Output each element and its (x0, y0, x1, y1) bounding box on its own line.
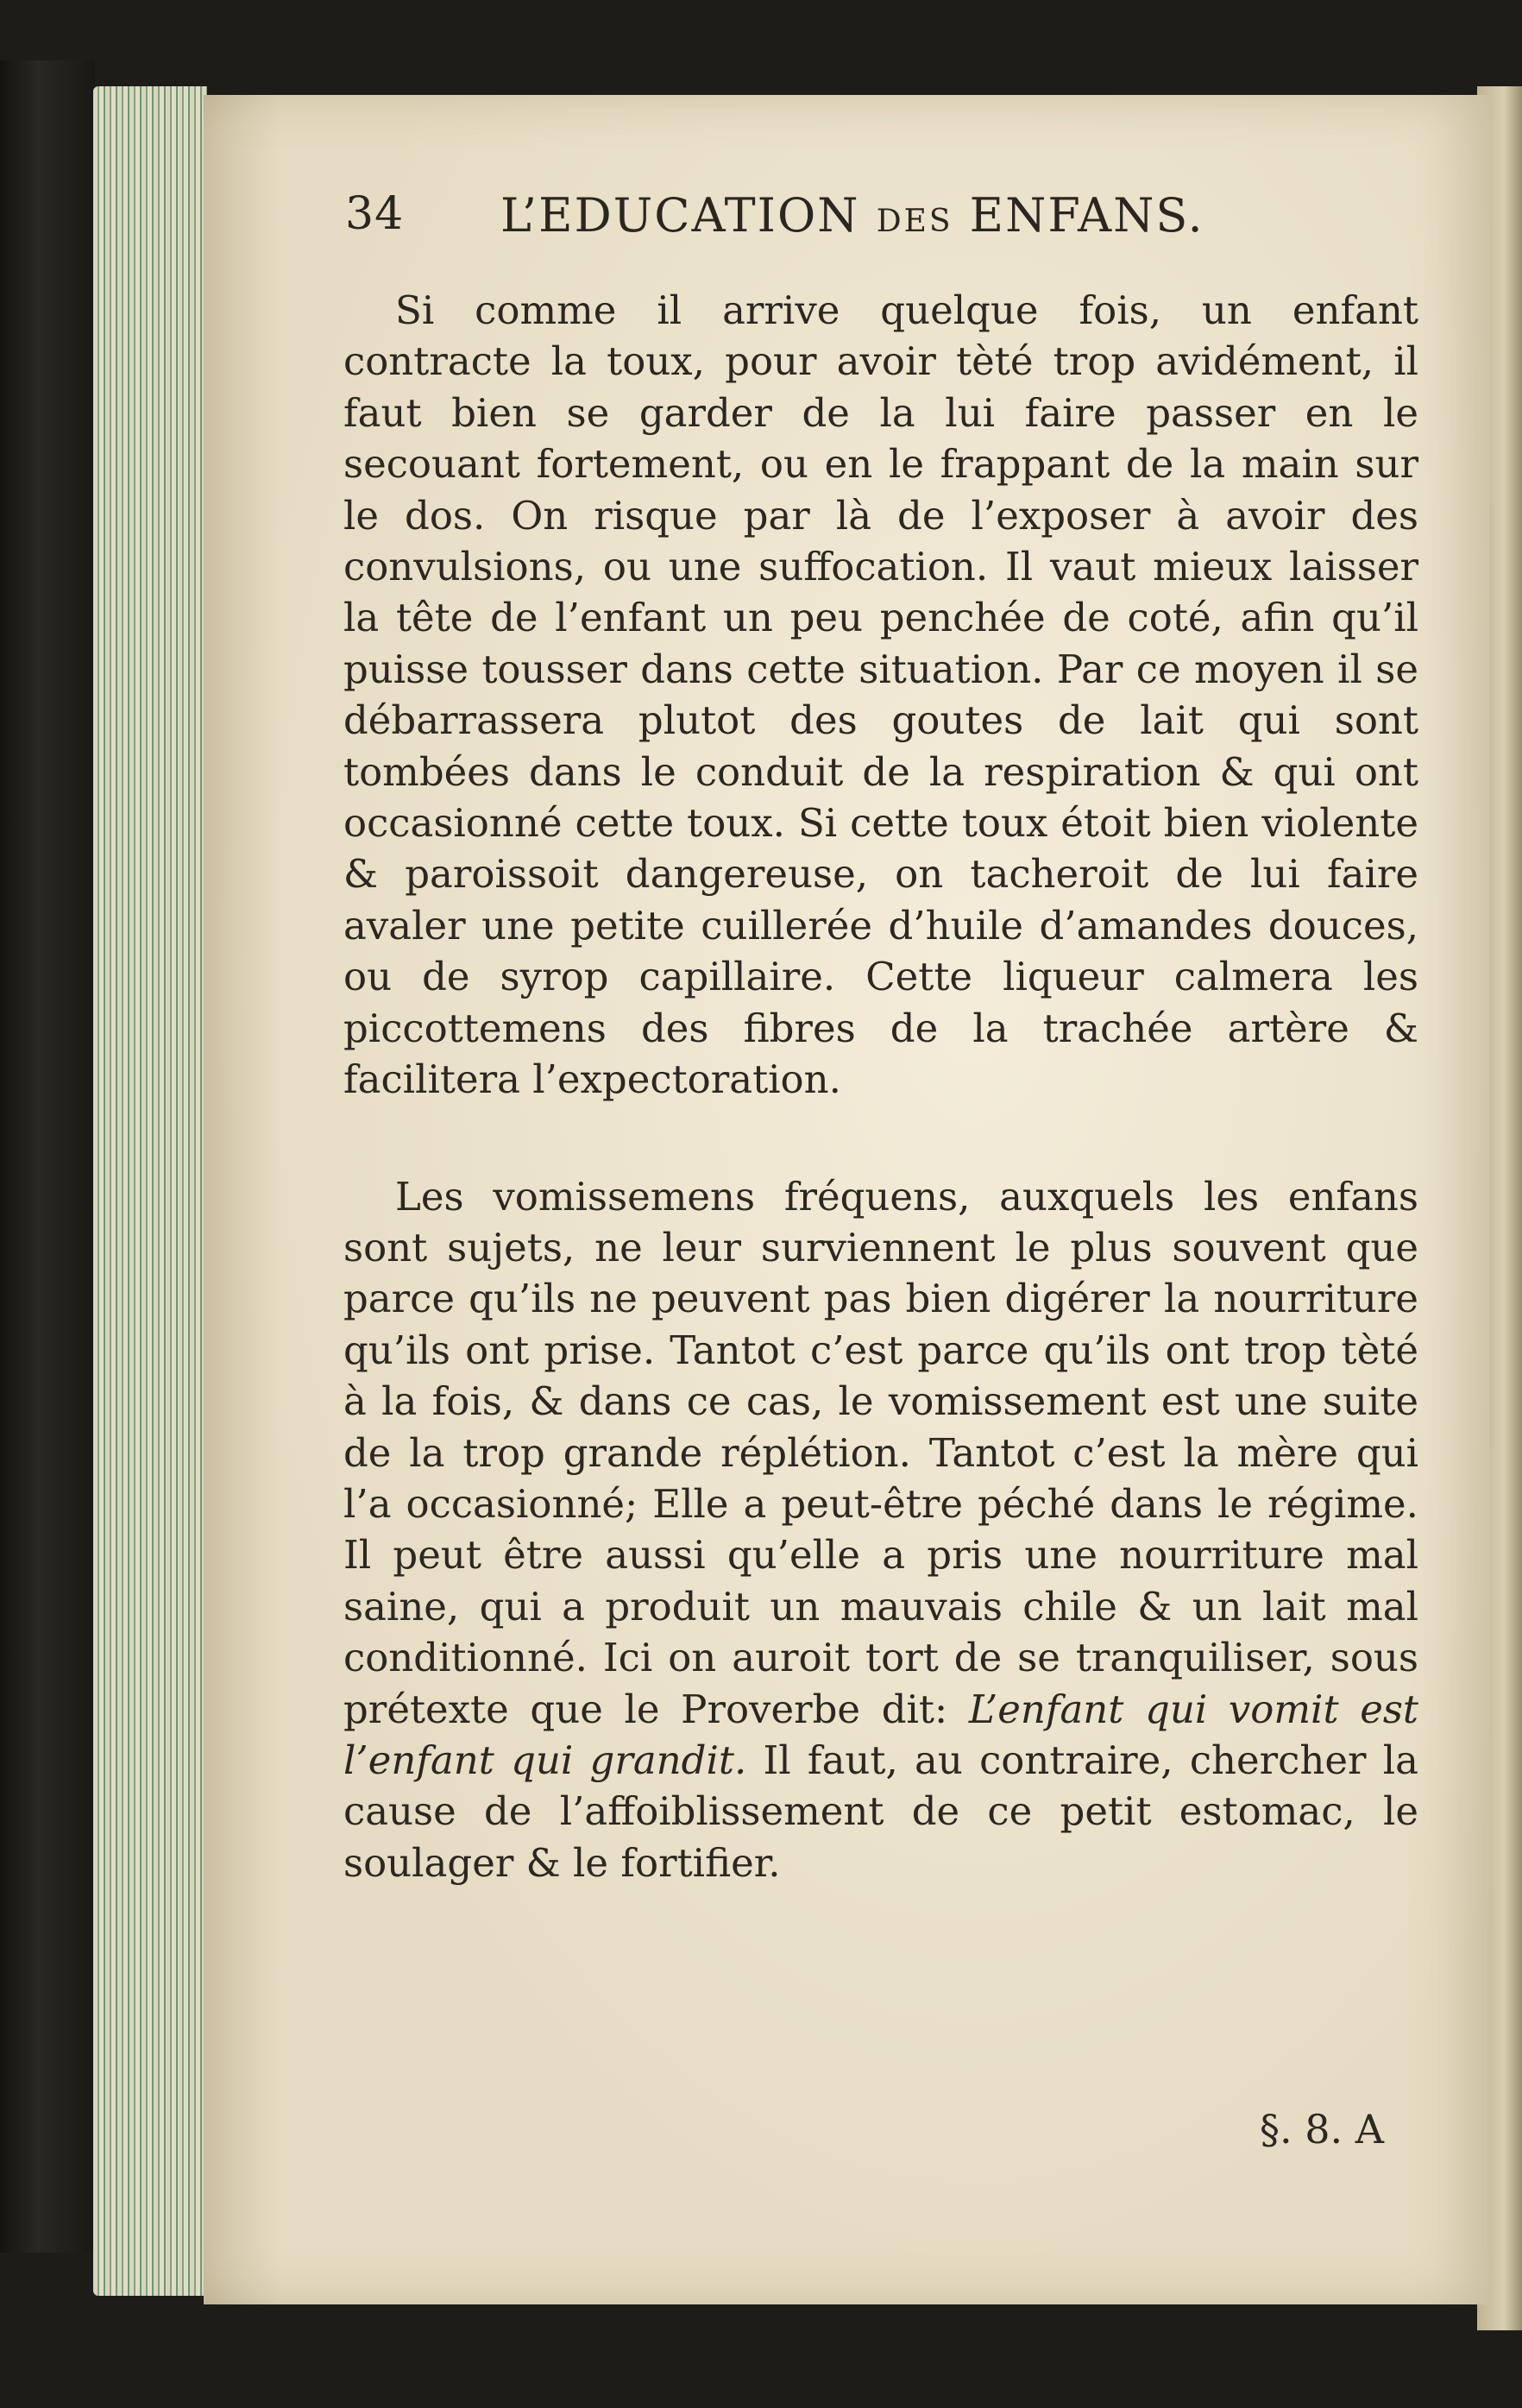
page-header (345, 188, 1242, 257)
proverb-quote: L’enfant qui vomit est l’enfant qui grandit. (343, 1686, 1418, 1783)
paragraph-vomiting-part-2: Il faut, au contraire, chercher la cause de l’affoiblissement de ce petit estomac, le soulager & le fortifier. (343, 1737, 1418, 1886)
running-title-part-3: ENFANS. (953, 188, 1204, 243)
page-stack-edges (93, 86, 207, 2296)
signature-mark: §. 8. A (1260, 2106, 1384, 2153)
page-body (343, 285, 1418, 1888)
book-cover-edge (0, 60, 95, 2253)
paragraph-cough: Si comme il arrive quelque fois, un enfant contracte la toux, pour avoir tèté trop avidément, il faut bien se garder de la lui faire passer en le secouant fortement, ou en le frappant de la main sur le dos. On risque par là de l’exposer à avoir des convulsions, ou une suffocation. Il vaut mieux laisser la tête de l’enfant un peu penchée de coté, afin qu’il puisse tousser dans cette situation. Par ce moyen il se débarrassera plutot des goutes de lait qui sont tombées dans le conduit de la respiration & qui ont occasionné cette toux. Si cette toux étoit bien violente & paroissoit dangereuse, on tacheroit de lui faire avaler une petite cuillerée d’huile d’amandes douces, ou de syrop capillaire. Cette liqueur calmera les piccottemens des fibres de la trachée artère & facilitera l’expectoration. (343, 287, 1418, 1103)
page-number: 34 (345, 188, 405, 240)
paragraph-vomiting (343, 1171, 1418, 1889)
running-title-part-2: DES (876, 204, 953, 239)
running-title (500, 188, 1204, 243)
running-title-part-1: L’EDUCATION (500, 188, 877, 243)
paragraph-vomiting-part-1: Les vomissemens fréquens, auxquels les enfans sont sujets, ne leur surviennent le plus souvent que parce qu’ils ne peuvent pas bien digérer la nourriture qu’ils ont prise. Tantot c’est parce qu’ils ont trop tèté à la fois, & dans ce cas, le vomissement est une suite de la trop grande réplétion. Tantot c’est la mère qui l’a occasionné; Elle a peut-être péché dans le régime. Il peut être aussi qu’elle a pris une nourriture mal saine, qui a produit un mauvais chile & un lait mal conditionné. Ici on auroit tort de se tranquiliser, sous prétexte que le Proverbe dit: (343, 1173, 1418, 1732)
